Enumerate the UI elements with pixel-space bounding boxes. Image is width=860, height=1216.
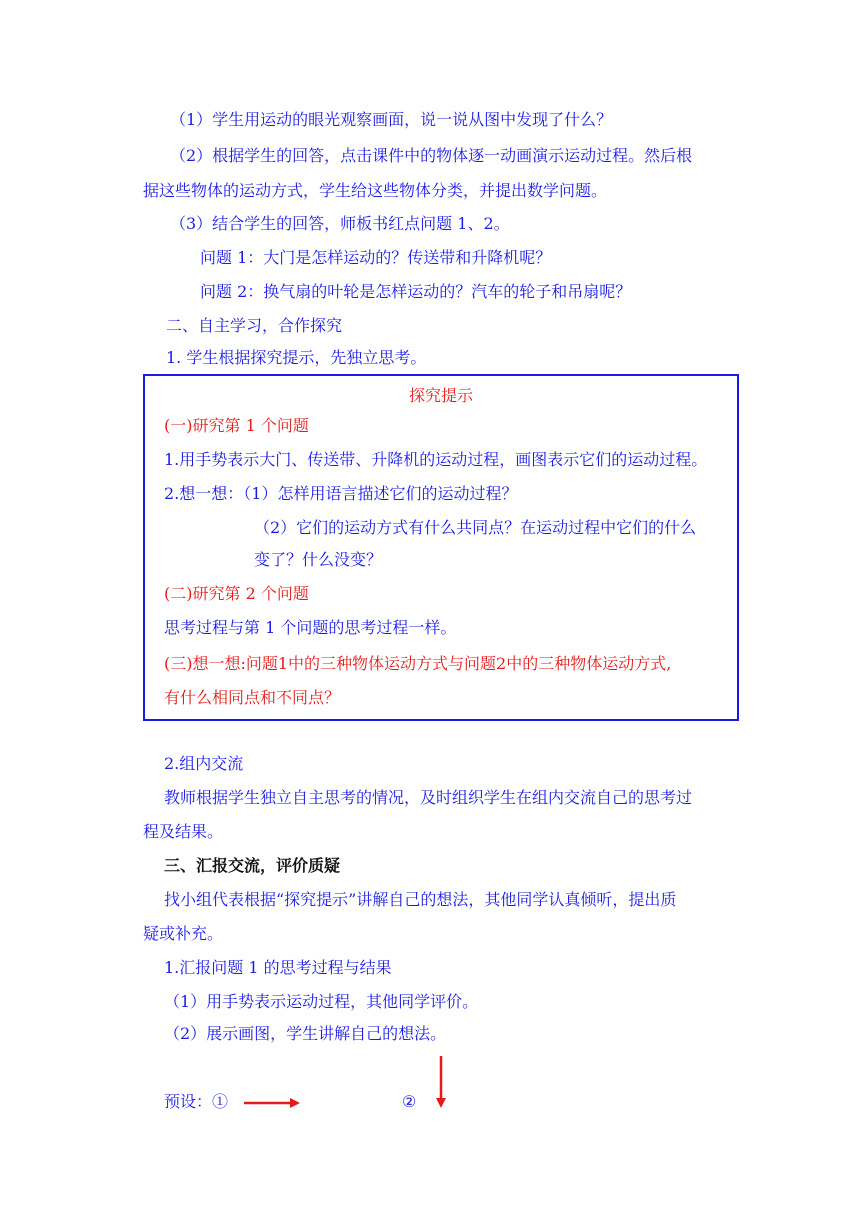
hint-part-1-item-2: 2.想一想：（1）怎样用语言描述它们的运动过程？ — [164, 484, 518, 503]
section-3-text-line-2: 疑或补充。 — [143, 924, 224, 943]
hint-part-2-heading: (二)研究第 2 个问题 — [164, 584, 309, 603]
hint-part-2-text: 思考过程与第 1 个问题的思考过程一样。 — [164, 618, 457, 637]
hint-part-1-heading: (一)研究第 1 个问题 — [164, 416, 309, 435]
hint-part-3-line-1: (三)想一想:问题1中的三种物体运动方式与问题2中的三种物体运动方式, — [164, 654, 672, 673]
hint-box-title: 探究提示 — [408, 386, 473, 405]
section-2-step-1: 1. 学生根据探究提示，先独立思考。 — [166, 348, 427, 367]
hint-part-3-line-2: 有什么相同点和不同点？ — [164, 688, 341, 707]
section-2-step-2: 2.组内交流 — [164, 754, 244, 773]
section-2-step-2-text-line-2: 程及结果。 — [143, 822, 224, 841]
right-arrow-icon — [244, 1096, 302, 1110]
hint-part-1-item-2-sub-2-line-2: 变了？什么没变？ — [254, 550, 383, 569]
question-1: 问题 1：大门是怎样运动的？传送带和升降机呢？ — [200, 248, 552, 267]
section-2-step-2-text-line-1: 教师根据学生独立自主思考的情况，及时组织学生在组内交流自己的思考过 — [164, 788, 693, 807]
intro-item-3: （3）结合学生的回答，师板书红点问题 1、2。 — [170, 214, 510, 233]
hint-part-1-item-2-sub-2-line-1: （2）它们的运动方式有什么共同点？在运动过程中它们的什么 — [254, 518, 697, 537]
report-1-sub-1: （1）用手势表示运动过程，其他同学评价。 — [164, 992, 479, 1011]
down-arrow-icon — [434, 1056, 448, 1110]
preset-label: 预设：① — [164, 1092, 229, 1111]
report-1-sub-2: （2）展示画图，学生讲解自己的想法。 — [164, 1024, 447, 1043]
intro-item-2-line-1: （2）根据学生的回答，点击课件中的物体逐一动画演示运动过程。然后根 — [170, 146, 693, 165]
section-3-text-line-1: 找小组代表根据“探究提示”讲解自己的想法，其他同学认真倾听，提出质 — [164, 890, 677, 909]
question-2: 问题 2：换气扇的叶轮是怎样运动的？汽车的轮子和吊扇呢？ — [200, 282, 632, 301]
section-2-heading: 二、自主学习，合作探究 — [166, 316, 343, 335]
intro-item-2-line-2: 据这些物体的运动方式，学生给这些物体分类，并提出数学问题。 — [143, 181, 608, 200]
report-1-heading: 1.汇报问题 1 的思考过程与结果 — [164, 958, 392, 977]
section-3-heading: 三、汇报交流，评价质疑 — [164, 856, 341, 875]
hint-part-1-item-1: 1.用手势表示大门、传送带、升降机的运动过程，画图表示它们的运动过程。 — [164, 450, 708, 469]
intro-item-1: （1）学生用运动的眼光观察画面，说一说从图中发现了什么？ — [170, 110, 613, 129]
preset-label-2: ② — [402, 1092, 417, 1111]
